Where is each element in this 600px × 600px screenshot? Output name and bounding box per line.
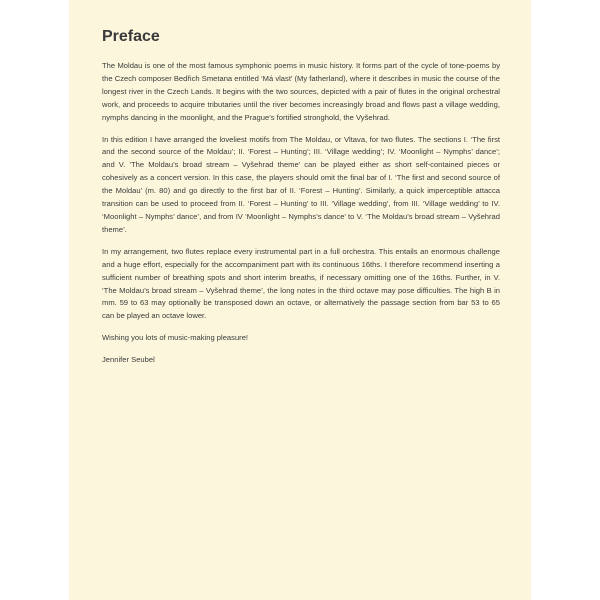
paragraph-edition: In this edition I have arranged the loveliest motifs from The Moldau, or Vltava, for two flutes. The sections I. ‘The first and the second source of the Moldau’; II. ‘Forest – Hunting’; III. ‘Village wedding’; IV. ‘Moonlight – Nymphs’ dance’; and V. ‘The Moldau’s broad stream – Vyšehrad theme’ can be played either as short self-contained pieces or cohesively as a concert version. In this case, the players should omit the final bar of I. ‘The first and second source of the Moldau’ (m. 80) and go directly to the first bar of II. ‘Forest – Hunting’. Similarly, a quick imperceptible attacca transition can be used to proceed from II. ‘Forest – Hunting’ to III. ‘Village wedding’, from III. ‘Village wedding’ to IV. ‘Moonlight – Nymphs’ dance’, and from IV ‘Moonlight – Nymphs’s dance’ to V. ‘The Moldau’s broad stream – Vyšehrad theme’. (102, 134, 500, 234)
paragraph-arrangement: In my arrangement, two flutes replace every instrumental part in a full orchestra. This entails an enormous challenge and a huge effort, especially for the accompaniment part with its continuous 16ths. I therefore recommend inserting a sufficient number of breathing spots and short interim breaths, if necessary omitting one of the 16ths. Further, in V. ‘The Moldau’s broad stream – Vyšehrad theme’, the long notes in the third octave may pose difficulties. The high B in mm. 59 to 63 may optionally be transposed down an octave, or alternatively the passage section from bar 53 to 65 can be played an octave lower. (102, 246, 500, 321)
paragraph-intro: The Moldau is one of the most famous symphonic poems in music history. It forms part of the cycle of tone-poems by the Czech composer Bedřich Smetana entitled ‘Má vlast’ (My fatherland), where it describes in music the course of the longest river in the Czech Lands. It begins with the two sources, depicted with a pair of flutes in the original orchestral work, and proceeds to acquire tributaries until the river becomes increasingly broad and flows past a village wedding, nymphs dancing in the moonlight, and the Prague’s fortified stronghold, the Vyšehrad. (102, 61, 500, 122)
page-title: Preface (102, 28, 160, 45)
author-signature: Jennifer Seubel (102, 355, 155, 365)
document-page (69, 0, 531, 600)
paragraph-wishes: Wishing you lots of music-making pleasure! (102, 333, 249, 343)
